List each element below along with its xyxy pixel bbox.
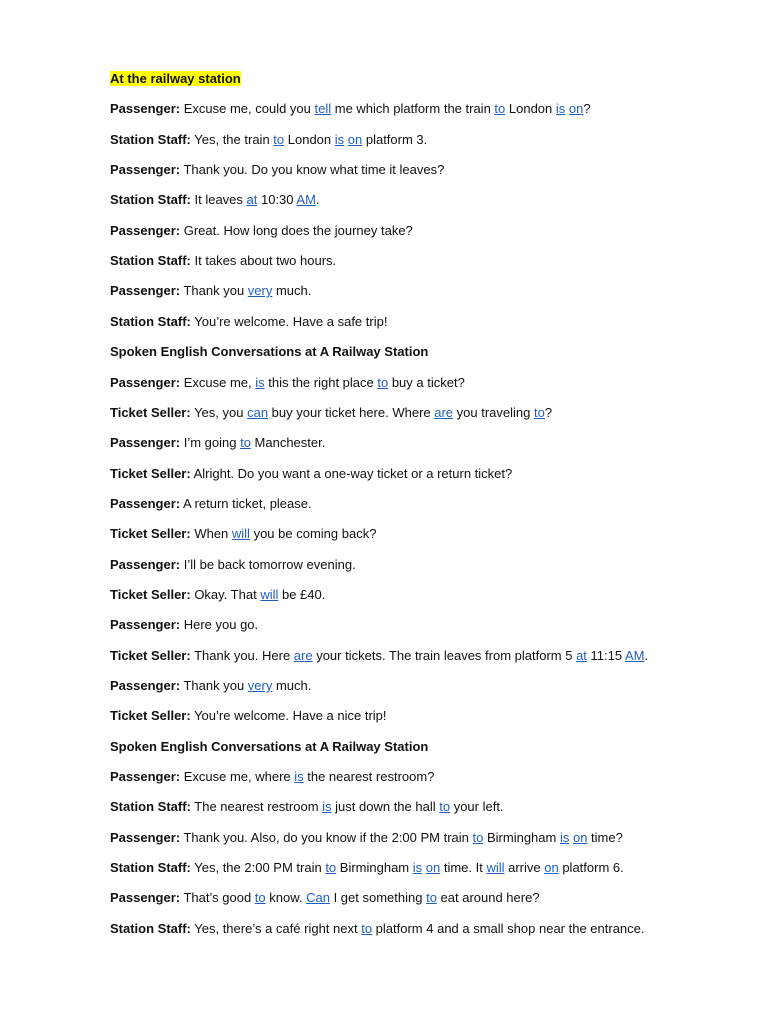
dialogue-text: Manchester.: [250, 435, 326, 451]
dialogue-text: I’m going: [180, 435, 241, 451]
dialogue-line: [110, 101, 750, 117]
dialogue-text: you be coming back?: [249, 526, 377, 542]
dialogue-text: Birmingham: [483, 829, 560, 845]
vocab-link[interactable]: will: [260, 586, 279, 602]
speaker-label: Station Staff:: [110, 131, 191, 147]
title-text: At the railway station: [110, 71, 241, 86]
dialogue-line: [110, 678, 750, 694]
vocab-link[interactable]: to: [325, 860, 337, 876]
vocab-link[interactable]: to: [533, 404, 545, 420]
vocab-link[interactable]: is: [559, 829, 570, 845]
vocab-link[interactable]: can: [247, 404, 269, 420]
vocab-link[interactable]: AM: [296, 192, 316, 208]
dialogue-line: [110, 162, 750, 178]
speaker-label: Ticket Seller:: [110, 586, 191, 602]
vocab-link[interactable]: to: [439, 799, 451, 815]
dialogue-text: Yes, there’s a café right next: [190, 920, 362, 936]
speaker-label: Passenger:: [110, 829, 181, 845]
dialogue-line: [110, 223, 750, 239]
speaker-label: Passenger:: [110, 617, 181, 633]
speaker-label: Station Staff:: [110, 253, 191, 269]
dialogue-line: [110, 435, 750, 451]
speaker-label: Passenger:: [110, 283, 181, 299]
speaker-label: Passenger:: [110, 890, 181, 906]
dialogue-text: You’re welcome. Have a safe trip!: [190, 313, 388, 329]
vocab-link[interactable]: to: [494, 101, 506, 117]
vocab-link[interactable]: are: [434, 404, 454, 420]
speaker-label: Station Staff:: [110, 920, 191, 936]
vocab-link[interactable]: on: [347, 131, 363, 147]
speaker-label: Passenger:: [110, 769, 181, 785]
dialogue-text: Thank you: [180, 678, 248, 693]
dialogue-text: the nearest restroom?: [303, 769, 435, 785]
dialogue-text: time?: [587, 829, 623, 845]
dialogue-text: just down the hall: [331, 799, 440, 815]
dialogue-text: It takes about two hours.: [190, 253, 337, 269]
dialogue-text: you traveling: [453, 404, 534, 420]
speaker-label: Passenger:: [110, 222, 181, 238]
dialogue-line: [110, 405, 750, 421]
heading-text: Spoken English Conversations at A Railway Station: [110, 344, 429, 360]
vocab-link[interactable]: very: [247, 283, 273, 299]
dialogue-text: It leaves: [190, 192, 247, 208]
vocab-link[interactable]: will: [231, 526, 250, 542]
vocab-link[interactable]: to: [254, 890, 266, 906]
dialogue-text: much.: [272, 283, 312, 299]
speaker-label: Passenger:: [110, 374, 181, 390]
dialogue-text: A return ticket, please.: [180, 495, 312, 511]
dialogue-text: Yes, you: [190, 404, 248, 420]
dialogue-line: [110, 375, 750, 391]
dialogue-text: Excuse me, could you: [180, 101, 315, 117]
dialogue-text: 10:30: [257, 192, 297, 208]
dialogue-text: That’s good: [180, 890, 255, 906]
vocab-link[interactable]: to: [240, 435, 251, 451]
vocab-link[interactable]: to: [472, 829, 484, 845]
vocab-link[interactable]: Can: [306, 890, 330, 906]
dialogue-line: [110, 466, 750, 482]
dialogue-text: Excuse me,: [180, 374, 256, 390]
dialogue-line: [110, 253, 750, 269]
dialogue-line: [110, 557, 750, 573]
vocab-link[interactable]: on: [544, 860, 559, 876]
dialogue-text: London: [505, 101, 556, 117]
dialogue-text: Excuse me, where: [180, 769, 295, 785]
dialogue-text: I’ll be back tomorrow evening.: [180, 556, 356, 572]
section-heading: [110, 739, 750, 755]
dialogue-text: Thank you. Also, do you know if the 2:00 PM train: [180, 829, 473, 845]
dialogue-text: .: [315, 192, 320, 208]
dialogue-text: Yes, the 2:00 PM train: [190, 860, 326, 876]
speaker-label: Ticket Seller:: [110, 526, 191, 542]
dialogue-line: [110, 769, 750, 785]
dialogue-line: [110, 314, 750, 330]
vocab-link[interactable]: to: [426, 890, 437, 906]
speaker-label: Passenger:: [110, 101, 181, 117]
vocab-link[interactable]: is: [322, 799, 332, 815]
dialogue-line: [110, 648, 750, 664]
vocab-link[interactable]: is: [555, 101, 566, 117]
vocab-link[interactable]: at: [246, 192, 258, 208]
heading-text: Spoken English Conversations at A Railway Station: [110, 738, 429, 754]
speaker-label: Passenger:: [110, 556, 181, 572]
dialogue-line: [110, 283, 750, 299]
dialogue-text: be £40.: [278, 586, 326, 602]
vocab-link[interactable]: is: [412, 860, 423, 876]
dialogue-text: ?: [544, 404, 553, 420]
dialogue-text: Great. How long does the journey take?: [180, 222, 413, 238]
dialogue-line: [110, 708, 750, 724]
speaker-label: Ticket Seller:: [110, 465, 191, 481]
dialogue-text: ?: [583, 101, 591, 117]
vocab-link[interactable]: on: [568, 101, 584, 117]
dialogue-text: this the right place: [264, 374, 378, 390]
vocab-link[interactable]: AM: [625, 647, 645, 663]
dialogue-line: [110, 192, 750, 208]
dialogue-text: arrive: [504, 860, 545, 876]
dialogue-line: [110, 830, 750, 846]
dialogue-text: You’re welcome. Have a nice trip!: [190, 708, 387, 724]
dialogue-line: [110, 496, 750, 512]
vocab-link[interactable]: will: [486, 860, 505, 876]
dialogue-text: me which platform the train: [331, 101, 495, 117]
dialogue-text: Yes, the train: [190, 131, 274, 147]
dialogue-text: Here you go.: [180, 617, 259, 633]
dialogue-line: [110, 132, 750, 148]
vocab-link[interactable]: on: [572, 829, 588, 845]
speaker-label: Station Staff:: [110, 860, 191, 876]
speaker-label: Passenger:: [110, 495, 181, 511]
dialogue-line: [110, 921, 750, 937]
dialogue-text: .: [644, 647, 649, 663]
speaker-label: Passenger:: [110, 435, 181, 451]
vocab-link[interactable]: to: [377, 374, 389, 390]
dialogue-text: much.: [272, 678, 312, 693]
dialogue-text: buy your ticket here. Where: [268, 404, 435, 420]
vocab-link[interactable]: to: [361, 920, 373, 936]
dialogue-text: know.: [265, 890, 307, 906]
dialogue-text: platform 6.: [558, 860, 624, 876]
dialogue-text: Birmingham: [336, 860, 413, 876]
dialogue-text: When: [190, 526, 232, 542]
speaker-label: Station Staff:: [110, 799, 191, 815]
speaker-label: Ticket Seller:: [110, 708, 191, 724]
vocab-link[interactable]: to: [273, 131, 285, 147]
dialogue-text: Thank you. Do you know what time it leaves?: [180, 162, 445, 178]
dialogue-line: [110, 587, 750, 603]
dialogue-text: time. It: [440, 860, 487, 876]
dialogue-text: Thank you. Here: [190, 647, 294, 663]
dialogue-text: platform 3.: [362, 131, 428, 147]
vocab-link[interactable]: is: [294, 769, 304, 785]
speaker-label: Station Staff:: [110, 192, 191, 208]
dialogue-text: your tickets. The train leaves from platform 5: [312, 647, 577, 663]
section-heading: [110, 344, 750, 360]
dialogue-text: eat around here?: [436, 890, 540, 906]
vocab-link[interactable]: on: [425, 860, 441, 876]
vocab-link[interactable]: at: [576, 647, 587, 663]
speaker-label: Station Staff:: [110, 313, 191, 329]
speaker-label: Ticket Seller:: [110, 404, 191, 420]
dialogue-text: buy a ticket?: [388, 374, 465, 390]
dialogue-line: [110, 860, 750, 876]
dialogue-line: [110, 890, 750, 906]
vocab-link[interactable]: is: [255, 374, 265, 390]
dialogue-text: London: [284, 131, 335, 147]
dialogue-line: [110, 526, 750, 542]
document-title: [110, 71, 750, 87]
vocab-link[interactable]: tell: [314, 101, 332, 117]
vocab-link[interactable]: very: [247, 678, 273, 693]
dialogue-line: [110, 617, 750, 633]
speaker-label: Ticket Seller:: [110, 647, 191, 663]
dialogue-text: platform 4 and a small shop near the entrance.: [372, 920, 645, 936]
dialogue-text: Alright. Do you want a one-way ticket or a return ticket?: [190, 465, 513, 481]
dialogue-text: 11:15: [586, 647, 625, 663]
vocab-link[interactable]: are: [293, 647, 313, 663]
vocab-link[interactable]: is: [334, 131, 345, 147]
dialogue-line: [110, 799, 750, 815]
speaker-label: Passenger:: [110, 162, 181, 178]
dialogue-text: I get something: [329, 890, 427, 906]
speaker-label: Passenger:: [110, 678, 181, 693]
dialogue-text: Thank you: [180, 283, 248, 299]
dialogue-text: your left.: [450, 799, 504, 815]
dialogue-text: Okay. That: [190, 586, 261, 602]
dialogue-text: The nearest restroom: [190, 799, 323, 815]
